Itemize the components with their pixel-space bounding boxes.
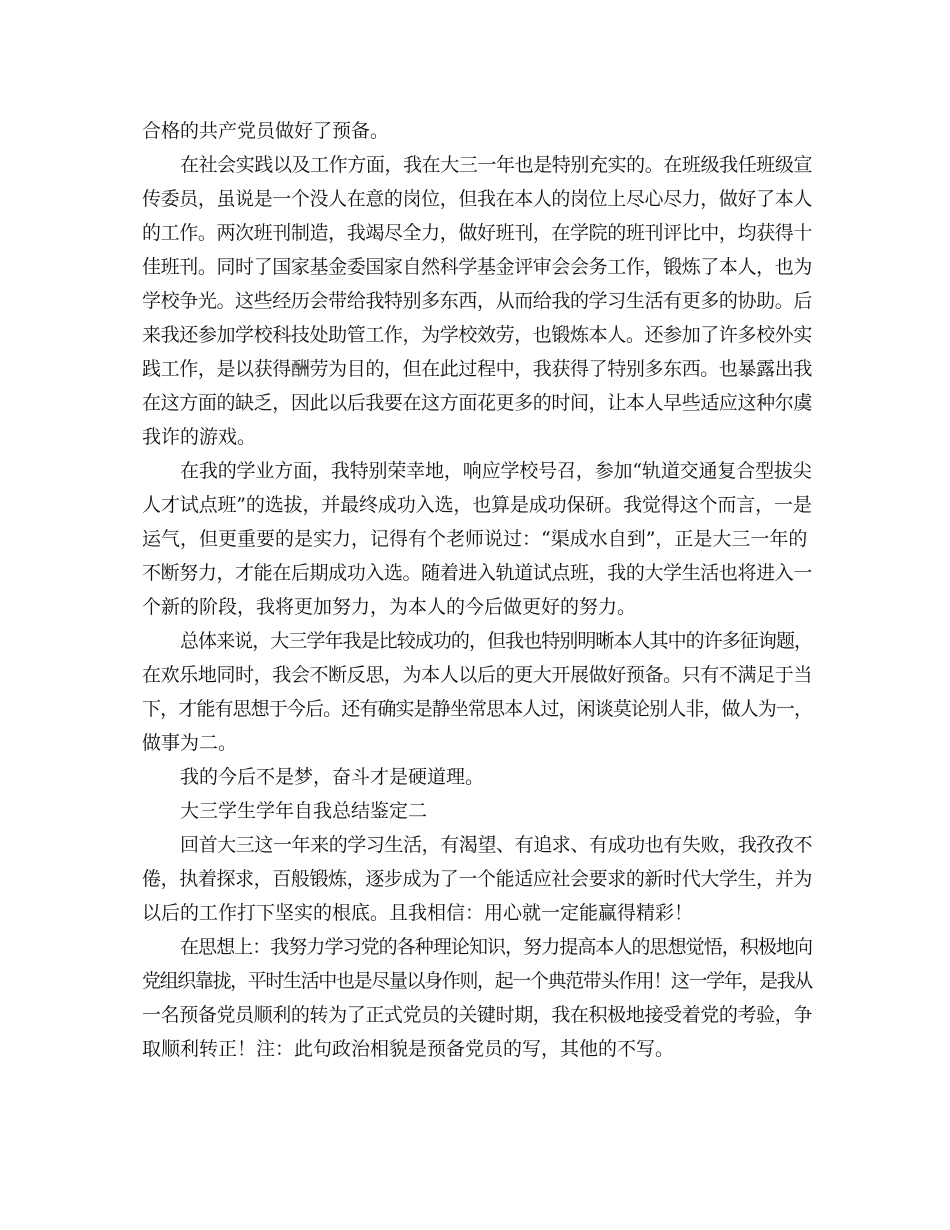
text-line: 我诈的游戏。 [142,426,257,448]
text-line: 来我还参加学校科技处助管工作，为学校效劳，也锻炼本人。还参加了许多校外实 [142,324,812,346]
text-line: 党组织靠拢，平时生活中也是尽量以身作则，起一个典范带头作用！这一学年，是我从 [142,970,812,992]
text-line: 下，才能有思想于今后。还有确实是静坐常思本人过，闲谈莫论别人非，做人为一， [142,698,813,720]
paragraph-start-line: 在我的学业方面，我特别荣幸地，响应学校号召，参加“轨道交通复合型拔尖 [180,460,812,482]
paragraph-start-line: 我的今后不是梦，奋斗才是硬道理。 [180,766,485,788]
text-line: 践工作，是以获得酬劳为目的，但在此过程中，我获得了特别多东西。也暴露出我 [142,358,812,380]
paragraph-start-line: 总体来说，大三学年我是比较成功的，但我也特别明晰本人其中的许多征询题， [180,630,813,652]
paragraph-start-line: 在思想上：我努力学习党的各种理论知识，努力提高本人的思想觉悟，积极地向 [180,936,813,958]
paragraph-start-line: 在社会实践以及工作方面，我在大三一年也是特别充实的。在班级我任班级宣 [180,154,813,176]
text-line: 一名预备党员顺利的转为了正式党员的关键时期，我在积极地接受着党的考验，争 [142,1004,812,1026]
text-line: 佳班刊。同时了国家基金委国家自然科学基金评审会会务工作，锻炼了本人，也为 [142,256,812,278]
text-line: 个新的阶段，我将更加努力，为本人的今后做更好的努力。 [142,596,637,618]
text-line: 做事为二。 [142,732,238,754]
text-line: 不断努力，才能在后期成功入选。随着进入轨道试点班，我的大学生活也将进入一 [142,562,812,584]
text-line: 倦，执着探求，百般锻炼，逐步成为了一个能适应社会要求的新时代大学生，并为 [142,868,812,890]
section-heading: 大三学生学年自我总结鉴定二 [180,800,428,822]
text-line: 在欢乐地同时，我会不断反思，为本人以后的更大开展做好预备。只有不满足于当 [142,664,812,686]
text-line: 人才试点班”的选拔，并最终成功入选，也算是成功保研。我觉得这个而言，一是 [142,494,812,516]
text-line: 运气，但更重要的是实力，记得有个老师说过：“渠成水自到”，正是大三一年的 [142,528,808,550]
paragraph-start-line: 回首大三这一年来的学习生活，有渴望、有追求、有成功也有失败，我孜孜不 [180,834,813,856]
text-line: 的工作。两次班刊制造，我竭尽全力，做好班刊，在学院的班刊评比中，均获得十 [142,222,812,244]
text-line: 合格的共产党员做好了预备。 [142,120,390,142]
text-line: 传委员，虽说是一个没人在意的岗位，但我在本人的岗位上尽心尽力，做好了本人 [142,188,812,210]
text-line: 在这方面的缺乏，因此以后我要在这方面花更多的时间，让本人早些适应这种尔虞 [142,392,812,414]
text-line: 取顺利转正！注：此句政治相貌是预备党员的写，其他的不写。 [142,1038,675,1060]
text-line: 学校争光。这些经历会带给我特别多东西，从而给我的学习生活有更多的协助。后 [142,290,812,312]
text-line: 以后的工作打下坚实的根底。且我相信：用心就一定能赢得精彩！ [142,902,694,924]
